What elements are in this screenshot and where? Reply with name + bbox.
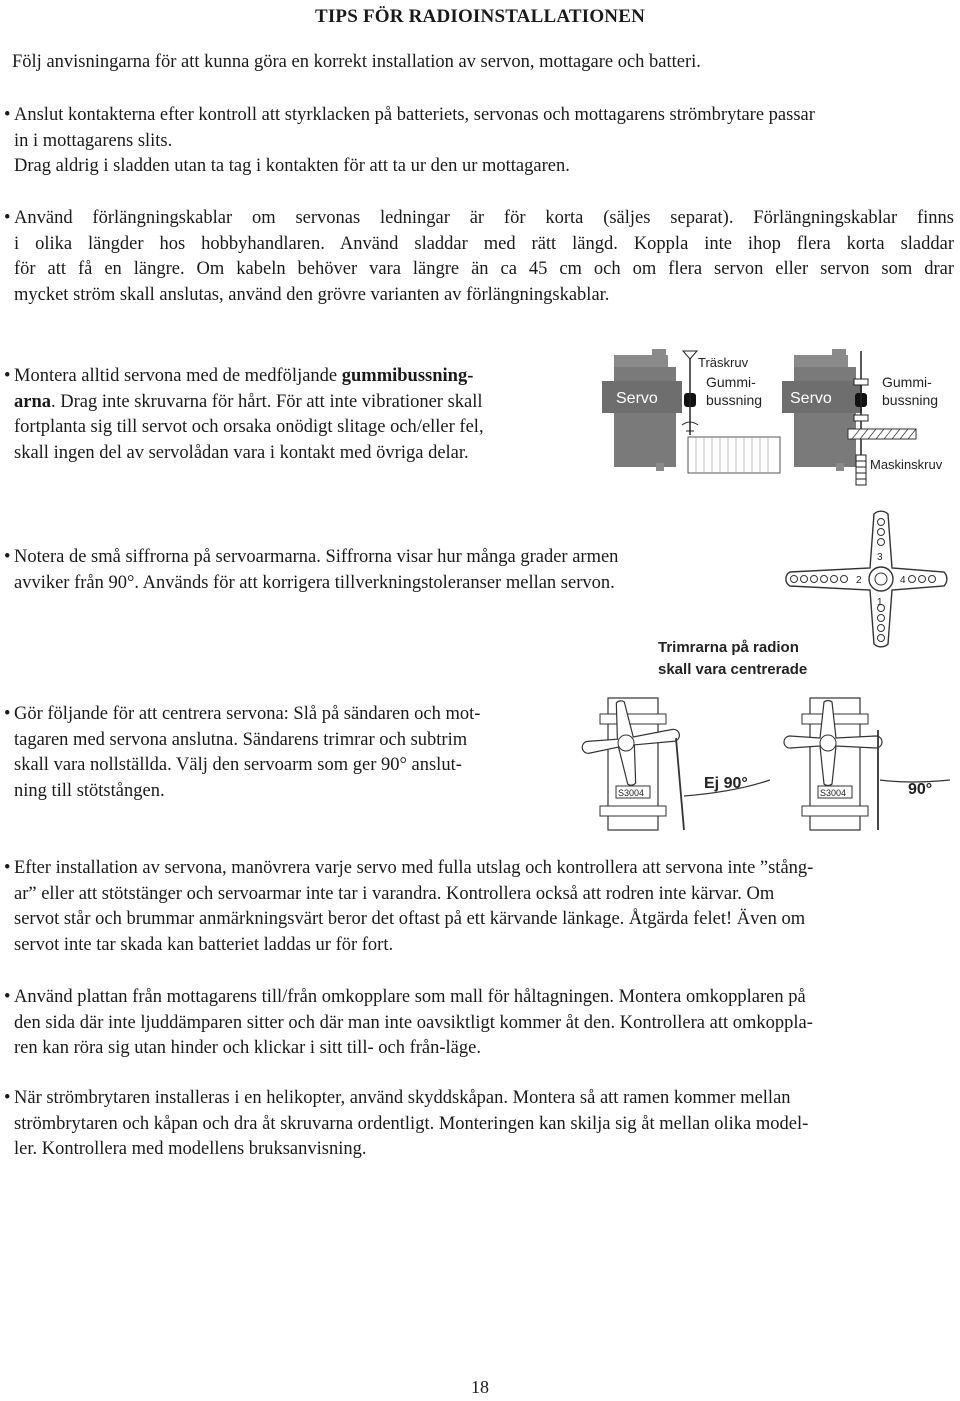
bullet-marker: • [4, 547, 11, 567]
servo-model: S3004 [618, 788, 645, 798]
grommet-label: Gummi- [706, 374, 756, 390]
is-90-label: 90° [908, 781, 933, 798]
page-number: 18 [471, 1377, 489, 1397]
not-90-label: Ej 90° [704, 775, 748, 792]
trim-note: skall vara centrerade [658, 661, 808, 678]
wood-screw-label: Träskruv [698, 355, 749, 370]
horn-spline [875, 573, 887, 585]
bullet-extension-cables: Använd förlängningskablar om servonas ledningar är för korta (säljes separat). Förlängningskablar finns i olika längder hos hobbyhandlaren. Använd sladdar med rätt längd. Koppla inte ihop flera korta sladdar för att få en längre. Om kabeln behöver vara längre än ca 45 cm och om flera servon eller servon som drar mycket ström skall anslutas, använd den grövre varianten av förlängningskablar. [14, 208, 954, 305]
horn-number: 4 [900, 575, 906, 586]
bullet-marker: • [4, 208, 11, 228]
servo-centering-diagram [580, 630, 960, 840]
intro-text: Följ anvisningarna för att kunna göra en korrekt installation av servon, mottagare och batteri. [12, 52, 701, 72]
mounting-plate [848, 429, 916, 439]
bullet-arm-numbers: Notera de små siffrorna på servoarmarna. Siffrorna visar hur många grader armen avviker från 90°. Används för att korrigera tillverkningstoleranser mellan servon. [14, 547, 619, 593]
servo-body-left [602, 349, 682, 471]
bullet-marker: • [4, 105, 11, 125]
servo-mounting-diagram [600, 345, 960, 495]
horn-number: 3 [877, 552, 883, 563]
bullet-marker: • [4, 987, 11, 1007]
grommet-label: Gummi- [882, 374, 932, 390]
bullet-centering: Gör följande för att centrera servona: Slå på sändaren och mot- tagaren med servona anslutna. Sändarens trimrar och subtrim skall vara nollställda. Välj den servoarm som ger 90° anslut- ning till stötstången. [14, 704, 481, 801]
bullet-switch-template: Använd plattan från mottagarens till/från omkopplare som mall för håltagningen. Montera omkopplaren på den sida där inte ljuddämparen sitter och där man inte oavsiktligt kommer åt den. Kontrollera att omkoppla- ren kan röra sig utan hinder och klickar i sitt till- och från-läge. [14, 987, 813, 1058]
bullet-marker: • [4, 858, 11, 878]
bullet-marker: • [4, 704, 11, 724]
page-title: TIPS FÖR RADIOINSTALLATIONEN [314, 6, 646, 27]
servo-label: Servo [790, 390, 832, 407]
machine-screw [854, 351, 868, 485]
bullet-connectors: Anslut kontakterna efter kontroll att styrklacken på batteriets, servonas och mottagarens strömbrytare passar in i mottagarens slits. Drag aldrig i sladden utan ta tag i kontakten för att ta ur den ur mottagaren. [14, 105, 815, 176]
bullet-marker: • [4, 1088, 11, 1108]
grommet-label: bussning [706, 392, 763, 408]
machine-screw-label: Maskinskruv [870, 457, 943, 472]
servo-model: S3004 [820, 788, 847, 798]
bullet-helicopter-switch: När strömbrytaren installeras i en helikopter, använd skyddskåpan. Montera så att ramen kommer mellan strömbrytaren och kåpan och dra åt skruvarna ordentligt. Monteringen kan skilja sig åt mellan olika model- ler. Kontrollera med modellens bruksanvisning. [14, 1088, 809, 1159]
grommet-label: bussning [882, 392, 939, 408]
bullet-after-installation: Efter installation av servona, manövrera varje servo med fulla utslag och kontrollera att servona inte ”stång- ar” eller att stötstänger och servoarmar inte tar i varandra. Kontrollera också att rodren inte kärvar. Om servot står och brummar anmärkningsvärt beror det oftast på ett kärvande länkage. Åtgärda felet! Även om servot inte tar skada kan batteriet laddas ur för fort. [14, 858, 814, 955]
servo-right-90 [784, 698, 882, 830]
servo-body-right [782, 349, 862, 471]
wood-block [688, 437, 780, 473]
servo-left-not-90 [580, 693, 685, 830]
servo-label: Servo [616, 390, 658, 407]
bullet-marker: • [4, 366, 11, 386]
horn-number: 2 [856, 575, 862, 586]
horn-number: 1 [877, 597, 883, 608]
trim-note: Trimrarna på radion [658, 639, 799, 656]
bullet-servo-mounting: Montera alltid servona med de medföljande gummibussning- arna. Drag inte skruvarna för hårt. För att inte vibrationer skall fortplanta sig till servot och orsaka onödigt slitage och/eller fel, skall ingen del av servolådan vara i kontakt med övriga delar. [14, 366, 484, 463]
wood-screw [682, 351, 698, 435]
